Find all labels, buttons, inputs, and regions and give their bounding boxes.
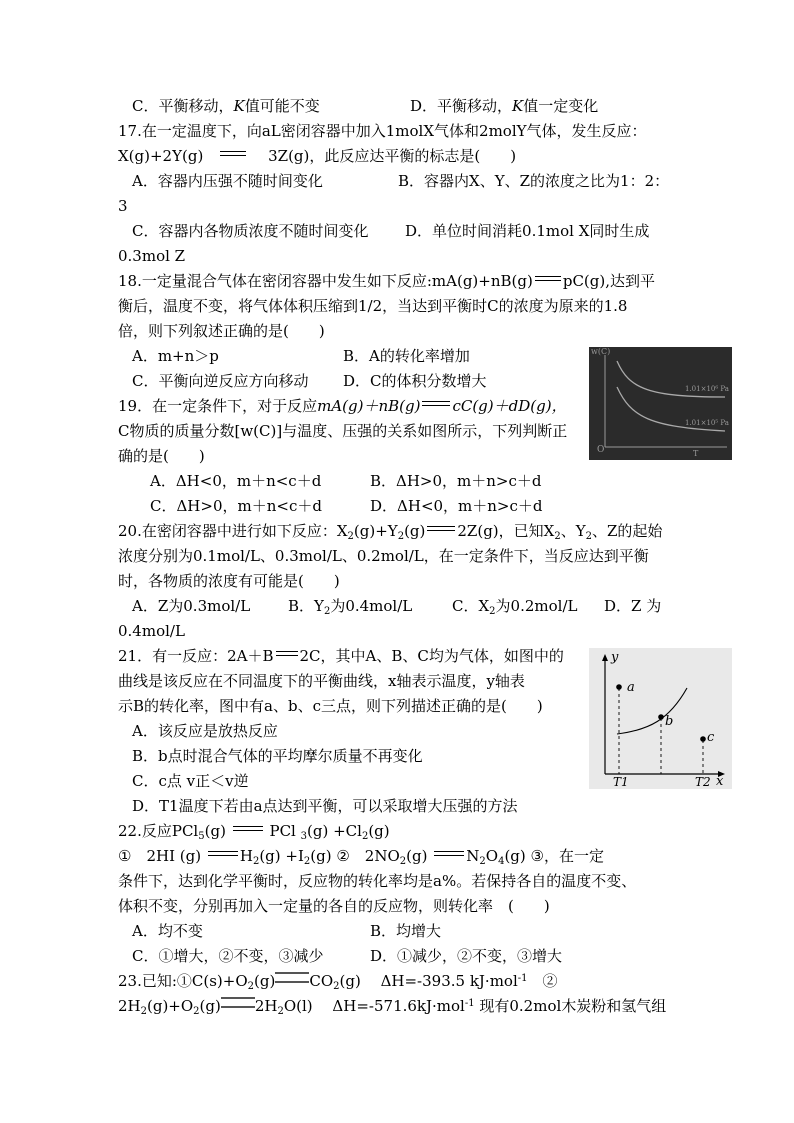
q21-label-a: a [627,680,635,695]
q16-option-d: D．平衡移动，K值一定变化 [410,97,599,115]
q22-option-c: C．①增大，②不变，③减少 [132,947,324,965]
q20-stem-3: 时，各物质的浓度有可能是( ) [118,572,340,590]
q18-stem-3: 倍，则下列叙述正确的是( ) [118,322,325,340]
q22-stem-2: ① 2HI (g) $H_2(g) +I_2(g)$ ② $2NO_2(g)$ $N_2O_4(g)$ ③，在一定 [118,847,604,867]
equilibrium-arrow-icon [218,150,248,158]
q17-option-c: C．容器内各物质浓度不随时间变化 [132,222,369,240]
q17-option-d: D．单位时间消耗0.1mol X同时生成 [405,222,650,240]
q20-option-d-cont: 0.4mol/L [118,622,185,640]
q20-stem-2: 浓度分别为0.1mol/L、0.3mol/L、0.2mol/L，在一定条件下，当反应达到平衡 [118,547,649,565]
q17-option-a: A．容器内压强不随时间变化 [132,172,323,190]
equilibrium-arrow-icon [533,275,563,283]
reaction-arrow-icon [275,972,309,983]
q18-stem-2: 衡后，温度不变，将气体体积压缩到1/2，当达到平衡时C的浓度为原来的1.8 [118,297,628,315]
q21-graph-svg [589,648,732,789]
q21-option-d: D．T1温度下若由a点达到平衡，可以采取增大压强的方法 [132,797,518,815]
q23-line-1: 23.已知$:①C(s)+O_2(g)$ $CO_2(g)$ ΔH=-393.5 kJ·mol$^{-1}$ ② [118,972,558,992]
q19-graph [589,347,732,460]
q21-graph [589,648,732,789]
q19-graph-origin: O [597,445,605,455]
q19-option-c: C．ΔH>0，m＋n<c＋d [150,497,322,515]
q17-option-b-cont: 3 [118,197,128,215]
q18-option-d: D．C的体积分数增大 [343,372,487,390]
point-b [658,714,664,720]
q19-graph-svg [589,347,732,460]
q21-label-c: c [707,730,715,745]
q22-stem-3: 条件下，达到化学平衡时，反应物的转化率均是a%。若保持各自的温度不变、 [118,872,637,890]
q19-graph-ylabel: w(C) [591,347,611,356]
equilibrium-arrow-icon [425,525,457,533]
q18-option-a: A．m+n＞p [132,347,219,365]
equilibrium-arrow-icon [274,650,300,658]
q19-stem-2: C物质的质量分数[w(C)]与温度、压强的关系如图所示，下列判断正 [118,422,568,440]
q21-label-b: b [665,714,674,729]
point-a [616,684,622,690]
q19-option-a: A．ΔH<0，m＋n<c＋d [150,472,322,490]
reaction-arrow-icon [221,997,255,1008]
q21-option-c: C．c点 v正＜v逆 [132,772,249,790]
q21-label-t1: T1 [613,775,629,789]
equilibrium-arrow-icon [206,850,240,858]
equilibrium-arrow-icon [420,400,452,408]
q20-option-a: A．Z为0.3mol/L [132,597,251,615]
q20-stem-1: 20.在密闭容器中进行如下反应：$X_2(g)+Y_2(g)$ 2Z(g)，已知$X_2$、$Y_2$、Z的起始 [118,522,663,542]
q22-stem-4: 体积不变，分别再加入一定量的各自的反应物，则转化率 ( ) [118,897,550,915]
q17-equation: X(g)+2Y(g) 3Z(g)，此反应达平衡的标志是( ) [118,147,517,165]
q22-stem-1: 22.反应PCl$_5$(g) PCl $_3(g) +Cl_2(g)$ [118,822,390,842]
q17-option-d-cont: 0.3mol Z [118,247,186,265]
q19-curve-label-2: 1.01×10⁵ Pa [685,419,729,427]
q21-axis-x: x [716,774,724,789]
q17-stem: 17.在一定温度下，向aL密闭容器中加入1molX气体和2molY气体，发生反应： [118,122,647,140]
q19-option-d: D．ΔH<0，m＋n>c＋d [370,497,543,515]
q20-option-b: B．$Y_2$为0.4mol/L [288,597,413,617]
q19-stem-3: 确的是( ) [118,447,205,465]
q21-stem-3: 示B的转化率，图中有a、b、c三点，则下列描述正确的是( ) [118,697,543,715]
q21-option-a: A．该反应是放热反应 [132,722,278,740]
q22-option-d: D．①减少，②不变，③增大 [370,947,563,965]
q21-label-t2: T2 [695,775,711,789]
equilibrium-arrow-icon [231,825,265,833]
q19-curve-label-1: 1.01×10⁶ Pa [685,385,729,393]
point-c [700,736,706,742]
q22-option-a: A．均不变 [132,922,203,940]
q21-stem-1: 21．有一反应：2A＋B 2C，其中A、B、C均为气体，如图中的 [118,647,564,665]
q21-option-b: B．b点时混合气体的平均摩尔质量不再变化 [132,747,423,765]
q23-line-2: $2H_2(g)+O_2(g)$ $2H_2O(l)$ ΔH=-571.6kJ·mol$^{-1}$ 现有0.2mol木炭粉和氢气组 [118,997,667,1017]
q18-stem-1: 18.一定量混合气体在密闭容器中发生如下反应:mA(g)+nB(g) pC(g),达到平 [118,272,655,290]
q18-option-c: C．平衡向逆反应方向移动 [132,372,309,390]
q20-option-d: D．Z 为 [604,597,662,615]
q19-stem-1: 19．在一定条件下，对于反应mA(g)＋nB(g) cC(g)＋dD(g)， [118,397,567,415]
q21-stem-2: 曲线是该反应在不同温度下的平衡曲线，x轴表示温度，y轴表 [118,672,525,690]
q18-option-b: B．A的转化率增加 [343,347,470,365]
q20-option-c: C．$X_2$为0.2mol/L [452,597,578,617]
q19-option-b: B．ΔH>0，m＋n>c＋d [370,472,542,490]
q16-option-c: C．平衡移动，K值可能不变 [132,97,320,115]
q17-option-b: B．容器内X、Y、Z的浓度之比为1：2： [398,172,670,190]
q22-option-b: B．均增大 [370,922,442,940]
q21-axis-y: y [611,650,619,665]
equilibrium-arrow-icon [432,850,466,858]
q19-graph-xlabel: T [693,449,699,458]
